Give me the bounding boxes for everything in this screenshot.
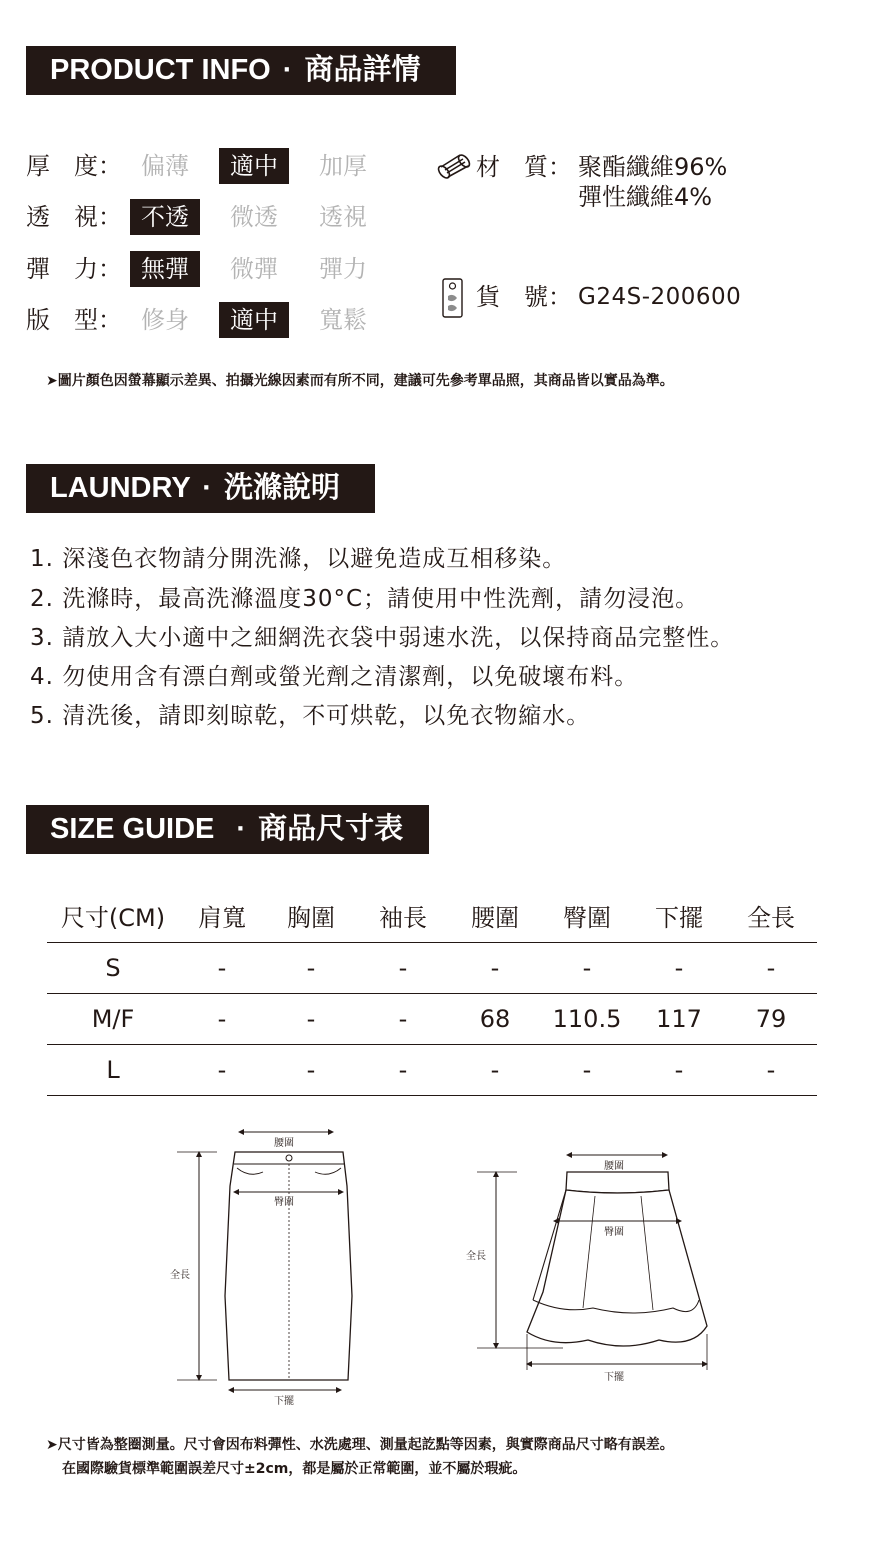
attribute-row — [26, 251, 406, 287]
length-label: 全長 — [466, 1251, 486, 1262]
attribute-option: 彈力 — [319, 255, 367, 283]
column-header: 下擺 — [633, 890, 725, 942]
table-cell: - — [179, 993, 265, 1044]
size-note-2: 在國際驗貨標準範圍誤差尺寸±2cm，都是屬於正常範圍，並不屬於瑕疵。 — [62, 1461, 527, 1477]
laundry-title-zh: 洗滌說明 — [223, 472, 340, 504]
size-label-cell: M/F — [47, 993, 179, 1044]
laundry-title-en: LAUNDRY — [50, 472, 191, 504]
table-row — [47, 993, 817, 1044]
attribute-option-selected: 不透 — [130, 199, 200, 235]
table-cell: 110.5 — [541, 993, 633, 1044]
table-cell: - — [725, 1044, 817, 1095]
attribute-option-selected: 適中 — [219, 302, 289, 338]
attribute-row — [26, 148, 406, 184]
size-note-1: ➤尺寸皆為整圈測量。尺寸會因布料彈性、水洗處理、測量起訖點等因素，與實際商品尺寸略有誤差。 — [46, 1437, 674, 1453]
hem-label: 下擺 — [604, 1372, 624, 1383]
attribute-label-char: 視： — [74, 203, 122, 231]
attribute-option: 透視 — [319, 203, 367, 231]
table-cell: - — [541, 1044, 633, 1095]
table-cell: - — [265, 942, 357, 993]
size-guide-title-en: SIZE GUIDE — [50, 813, 215, 845]
size-guide-header — [26, 805, 429, 854]
column-header: 尺寸(CM) — [47, 890, 179, 942]
table-cell: - — [633, 942, 725, 993]
size-table-header-row — [47, 890, 817, 942]
table-cell: - — [449, 942, 541, 993]
column-header: 胸圍 — [265, 890, 357, 942]
table-cell: - — [357, 942, 449, 993]
hip-label: 臀圍 — [604, 1227, 624, 1238]
header-separator: · — [282, 54, 293, 86]
attribute-row — [26, 199, 406, 235]
attribute-option: 加厚 — [319, 152, 367, 180]
table-cell: - — [179, 1044, 265, 1095]
column-header: 袖長 — [357, 890, 449, 942]
hip-label: 臀圍 — [274, 1197, 294, 1208]
waist-label: 腰圍 — [604, 1161, 624, 1172]
laundry-item: 5. 清洗後，請即刻晾乾，不可烘乾，以免衣物縮水。 — [30, 703, 591, 729]
table-cell: 117 — [633, 993, 725, 1044]
attribute-label-char: 度： — [74, 152, 122, 180]
size-guide-title-zh: 商品尺寸表 — [258, 813, 404, 845]
material-line-2: 彈性纖維4% — [578, 183, 713, 211]
attribute-option: 寬鬆 — [319, 306, 367, 334]
attribute-option-selected: 適中 — [219, 148, 289, 184]
attribute-option: 修身 — [141, 306, 189, 334]
size-label-cell: S — [47, 942, 179, 993]
attribute-option: 微透 — [230, 203, 278, 231]
laundry-item: 2. 洗滌時，最高洗滌溫度30°C；請使用中性洗劑，請勿浸泡。 — [30, 586, 700, 612]
size-table — [47, 890, 817, 1096]
table-cell: - — [357, 1044, 449, 1095]
column-header: 肩寬 — [179, 890, 265, 942]
table-row — [47, 942, 817, 993]
attribute-option: 偏薄 — [141, 152, 189, 180]
table-cell: - — [179, 942, 265, 993]
attribute-label-char: 力： — [74, 255, 122, 283]
thread-spool-icon — [436, 152, 472, 182]
attribute-label — [26, 199, 122, 235]
length-label: 全長 — [170, 1270, 190, 1281]
column-header: 臀圍 — [541, 890, 633, 942]
table-cell: - — [357, 993, 449, 1044]
product-info-title-en: PRODUCT INFO — [50, 54, 271, 86]
table-cell: - — [265, 1044, 357, 1095]
attribute-label-char: 透 — [26, 203, 50, 231]
header-separator: · — [236, 813, 247, 845]
attribute-label-char: 版 — [26, 306, 50, 334]
color-disclaimer: ➤圖片顏色因螢幕顯示差異、拍攝光線因素而有所不同，建議可先參考單品照，其商品皆以實品為準。 — [46, 373, 674, 389]
column-header: 全長 — [725, 890, 817, 942]
table-cell: - — [633, 1044, 725, 1095]
laundry-item: 1. 深淺色衣物請分開洗滌，以避免造成互相移染。 — [30, 546, 567, 572]
table-cell: - — [449, 1044, 541, 1095]
attribute-label-char: 型： — [74, 306, 122, 334]
table-cell: 79 — [725, 993, 817, 1044]
laundry-item: 4. 勿使用含有漂白劑或螢光劑之清潔劑，以免破壞布料。 — [30, 664, 639, 690]
attribute-option-selected: 無彈 — [130, 251, 200, 287]
pencil-skirt-diagram — [165, 1126, 365, 1411]
hem-label: 下擺 — [274, 1396, 294, 1407]
attribute-label — [26, 251, 122, 287]
laundry-item: 3. 請放入大小適中之細網洗衣袋中弱速水洗，以保持商品完整性。 — [30, 625, 735, 651]
product-info-title-zh: 商品詳情 — [304, 54, 421, 86]
table-cell: - — [541, 942, 633, 993]
attribute-label — [26, 302, 122, 338]
item-number-value: G24S-200600 — [578, 284, 742, 310]
column-header: 腰圍 — [449, 890, 541, 942]
header-separator: · — [202, 472, 212, 504]
material-line-1: 聚酯纖維96% — [578, 153, 728, 181]
material-label: 材 質： — [476, 153, 572, 181]
attribute-row — [26, 302, 406, 338]
laundry-header — [26, 464, 375, 513]
attribute-label-char: 彈 — [26, 255, 50, 283]
waist-label: 腰圍 — [274, 1138, 294, 1149]
size-label-cell: L — [47, 1044, 179, 1095]
flared-skirt-diagram — [463, 1148, 713, 1388]
table-row — [47, 1044, 817, 1095]
item-number-label: 貨 號： — [476, 283, 572, 311]
attribute-label — [26, 148, 122, 184]
attribute-label-char: 厚 — [26, 152, 50, 180]
product-info-header — [26, 46, 456, 95]
table-cell: 68 — [449, 993, 541, 1044]
table-cell: - — [725, 942, 817, 993]
tag-icon — [440, 276, 466, 320]
attribute-option: 微彈 — [230, 255, 278, 283]
table-cell: - — [265, 993, 357, 1044]
